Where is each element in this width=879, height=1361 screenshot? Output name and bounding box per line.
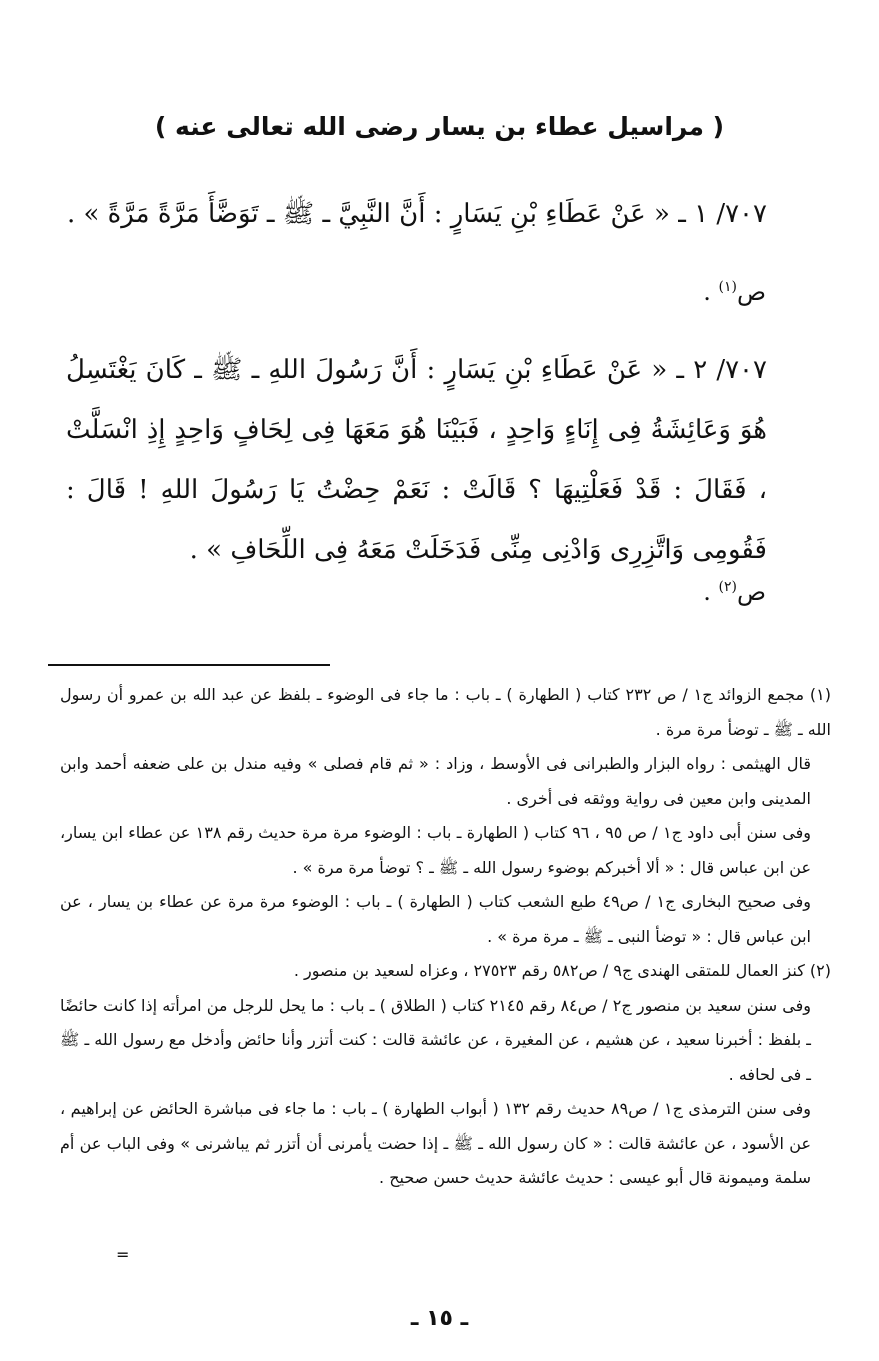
footnote-1-abu-dawud: وفى سنن أبى داود ج١ / ص ٩٥ ، ٩٦ كتاب ( الطهارة ـ باب : الوضوء مرة مرة حديث رقم ١٣٨ عن عطاء ابن يسار، عن ابن عباس قال : « ألا أخبركم بوضوء رسول الله ـ ﷺ ـ ؟ توضأ مرة مرة » . [60, 823, 812, 877]
hadith-1-source-ref: (١) [718, 279, 737, 295]
section-title: ( مراسيل عطاء بن يسار رضى الله تعالى عنه ) [154, 112, 725, 141]
footnote-2: (٢) كنز العمال للمتقى الهندى ج٩ / ص٥٨٢ رقم ٢٧٥٢٣ ، وعزاه لسعيد بن منصور . [293, 961, 831, 980]
continuation-mark: = [116, 1245, 130, 1264]
footnotes [60, 678, 831, 1196]
hadith-1-source-label: ص [736, 278, 766, 306]
hadith-2-source-label: ص [736, 578, 766, 606]
hadith-1-source: ص$^{(١)}$ . [703, 278, 766, 306]
page-number: ـ ١٥ ـ [410, 1306, 469, 1331]
hadith-2-source-ref: (٢) [718, 579, 737, 595]
footnote-1: (١) مجمع الزوائد ج١ / ص ٢٣٢ كتاب ( الطهارة ) ـ باب : ما جاء فى الوضوء ـ بلفظ عن عبد الله بن عمرو أن رسول الله ـ ﷺ ـ توضأ مرة مرة . [60, 685, 831, 739]
hadith-2-text: ٧٠٧/ ٢ ـ « عَنْ عَطَاءِ بْنِ يَسَارٍ : أَنَّ رَسُولَ اللهِ ـ ﷺ ـ كَانَ يَغْتَسِلُ هُوَ وَعَائِشَةُ فِى إِنَاءٍ وَاحِدٍ ، فَبَيْنَا هُوَ مَعَهَا فِى لِحَافٍ وَاحِدٍ إِذِ انْسَلَّتْ ، فَقَالَ : قَدْ فَعَلْتِيهَا ؟ قَالَتْ : نَعَمْ حِضْتُ يَا رَسُولَ اللهِ ! قَالَ : فَقُومِى وَاتَّزِرِى وَادْنِى مِنِّى فَدَخَلَتْ مَعَهُ فِى اللِّحَافِ » . [66, 355, 767, 565]
hadith-2-source: ص$^{(٢)}$ . [703, 578, 766, 606]
footnote-separator [48, 664, 330, 666]
footnote-2-tirmidhi: وفى سنن الترمذى ج١ / ص٨٩ حديث رقم ١٣٢ ( أبواب الطهارة ) ـ باب : ما جاء فى مباشرة الحائض عن إبراهيم ، عن الأسود ، عن عائشة قالت : « كان رسول الله ـ ﷺ ـ إذا حضت يأمرنى أن أتزر ثم يباشرنى » وفى الباب عن أم سلمة وميمونة قال أبو عيسى : حديث عائشة حديث حسن صحيح . [60, 1099, 812, 1187]
hadith-1-text: ٧٠٧/ ١ ـ « عَنْ عَطَاءِ بْنِ يَسَارٍ : أَنَّ النَّبِيَّ ـ ﷺ ـ تَوَضَّأَ مَرَّةً مَرَّةً » . [66, 199, 767, 229]
footnote-2-saeed: وفى سنن سعيد بن منصور ج٢ / ص٨٤ رقم ٢١٤٥ كتاب ( الطلاق ) ـ باب : ما يحل للرجل من امرأته إذا كانت حائضًا ـ بلفظ : أخبرنا سعيد ، عن هشيم ، عن المغيرة ، عن عائشة قالت : كنت أتزر وأنا حائض وأدخل مع رسول الله ـ ﷺ ـ فى لحافه . [60, 995, 812, 1084]
footnote-1-haythami: قال الهيثمى : رواه البزار والطبرانى فى الأوسط ، وزاد : « ثم قام فصلى » وفيه مندل بن على ضعفه أحمد وابن المدينى وابن معين فى رواية ووثقه فى أخرى . [60, 754, 811, 808]
footnote-1-bukhari: وفى صحيح البخارى ج١ / ص٤٩ طبع الشعب كتاب ( الطهارة ) ـ باب : الوضوء مرة مرة عن عطاء بن يسار ، عن ابن عباس قال : « توضأ النبى ـ ﷺ ـ مرة مرة » . [60, 892, 812, 946]
